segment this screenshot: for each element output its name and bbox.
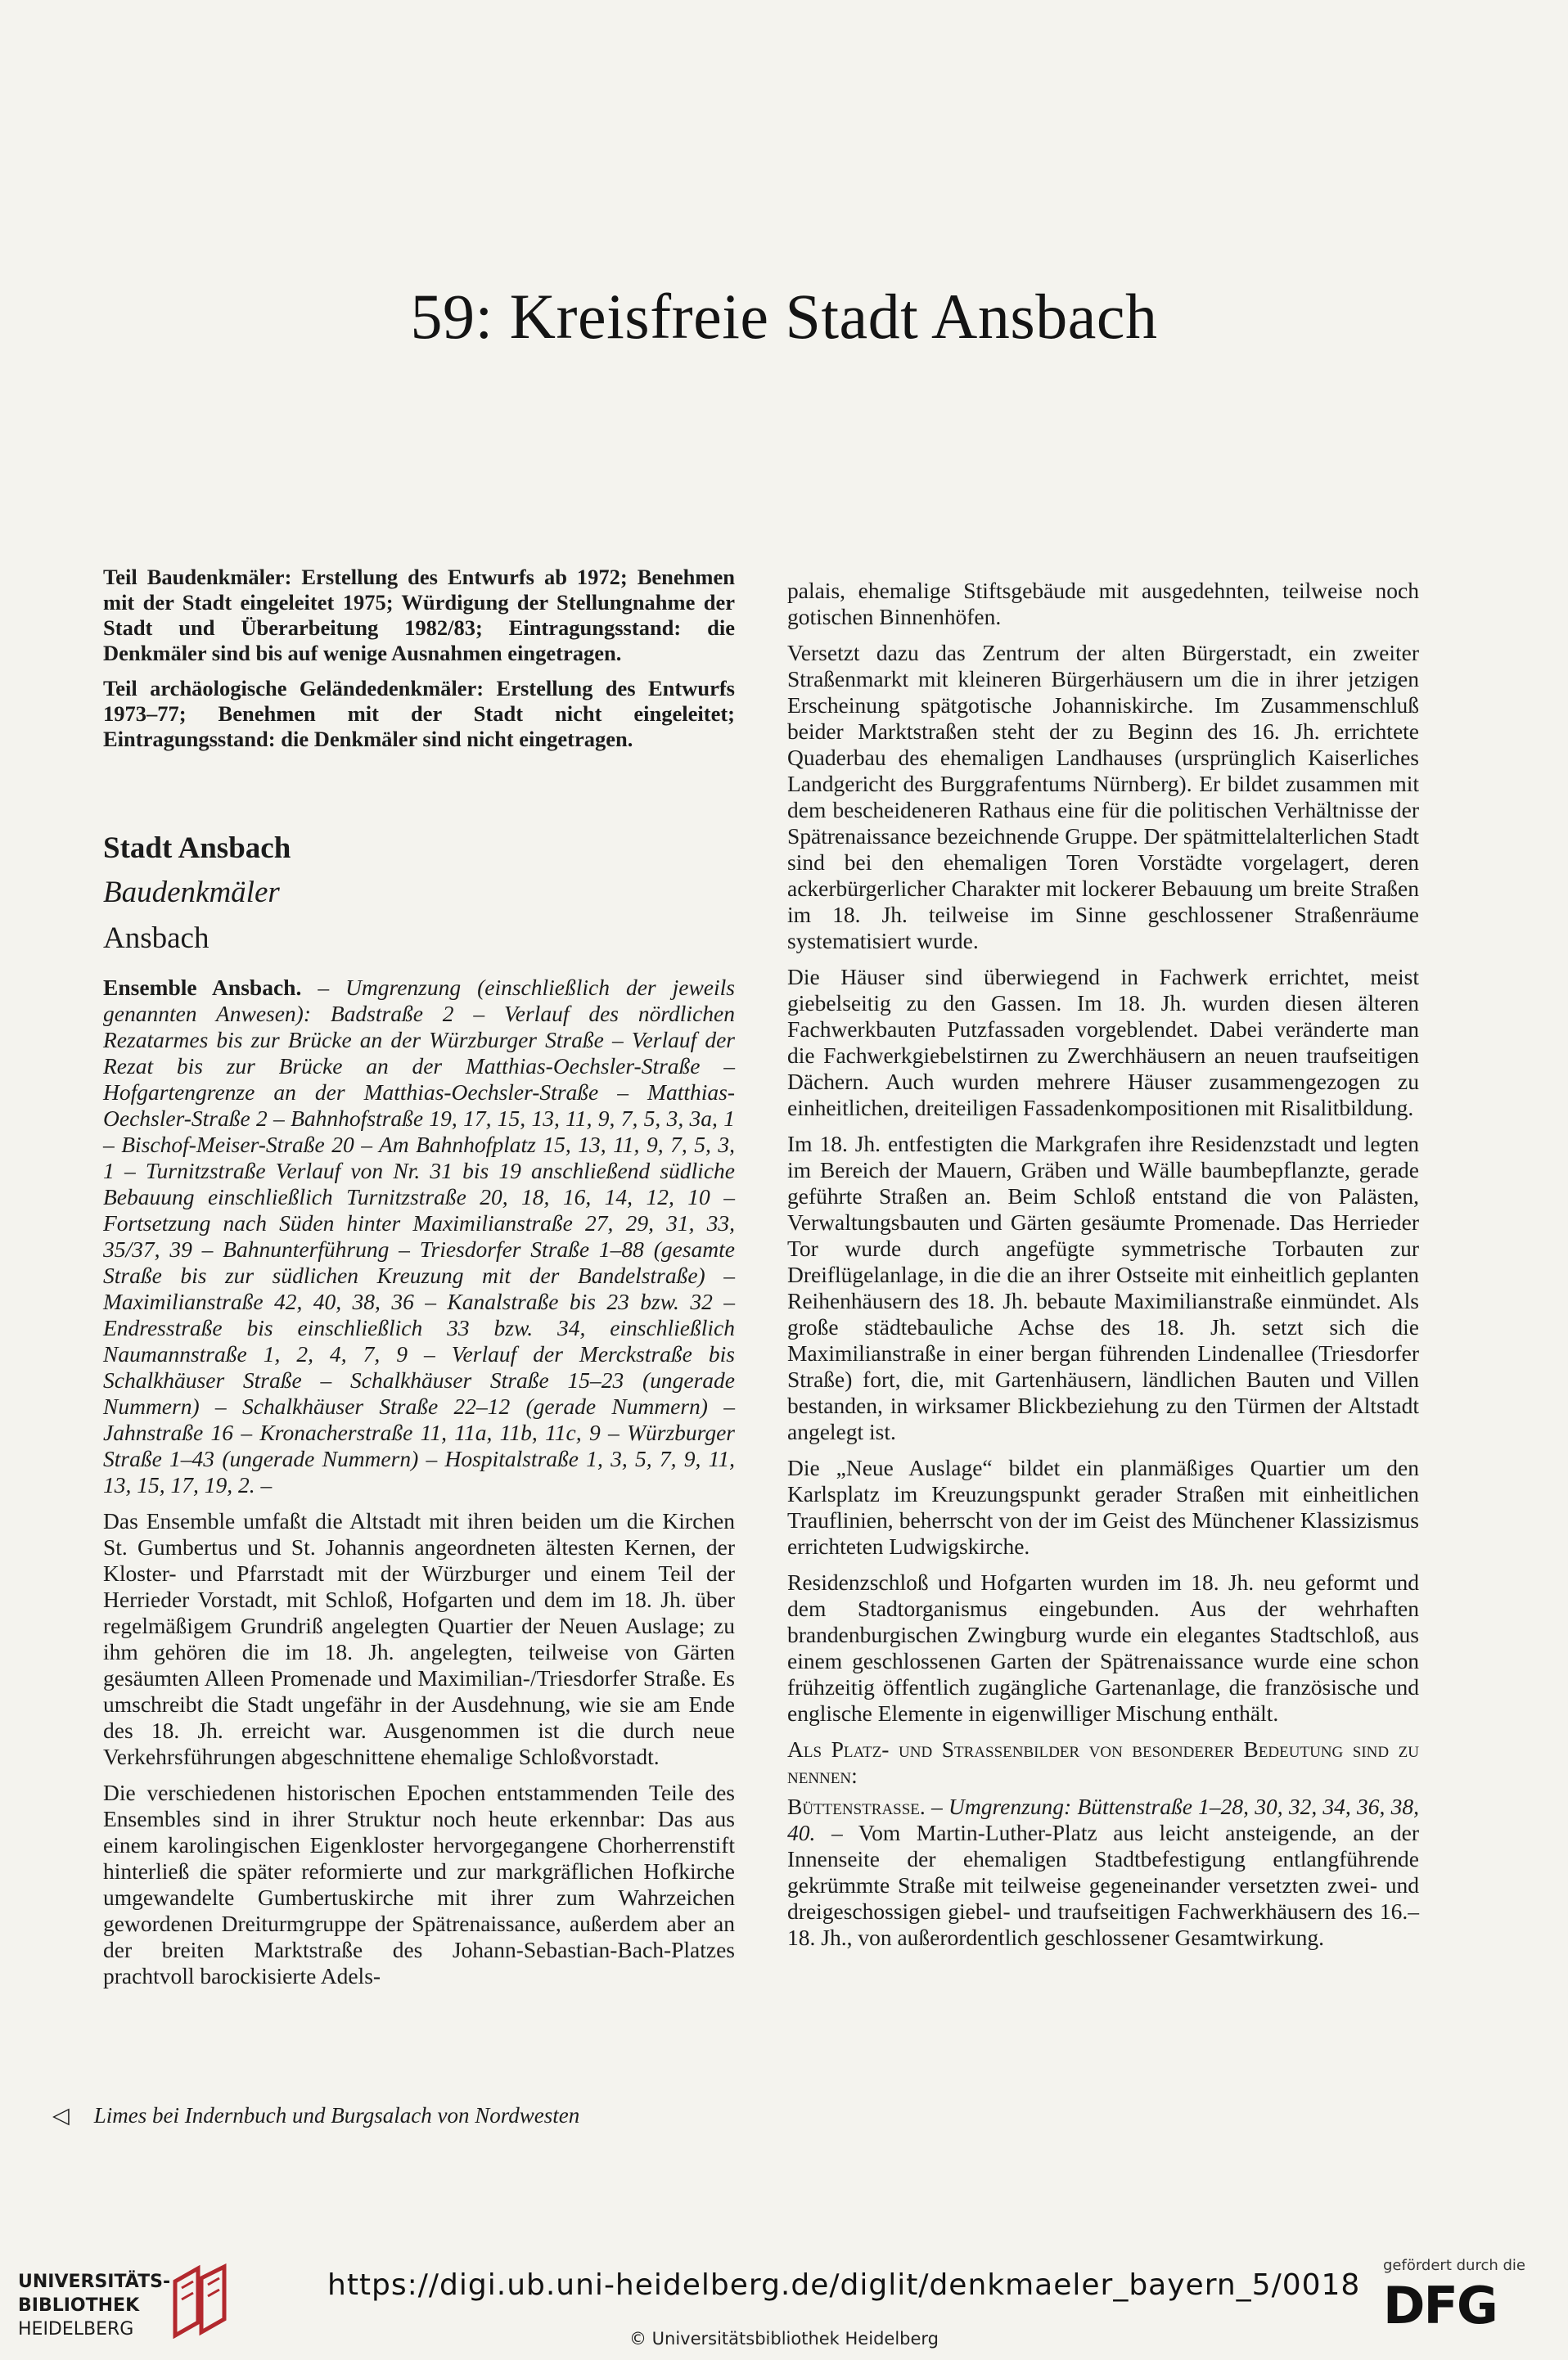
buetten-dash: – — [925, 1794, 948, 1819]
heading-stadt-ansbach: Stadt Ansbach — [103, 831, 291, 865]
library-name-line-2: BIBLIOTHEK — [18, 2295, 140, 2316]
caption-text: Limes bei Indernbuch und Burgsalach von Nordwesten — [93, 2103, 580, 2128]
page-title: 59: Kreisfreie Stadt Ansbach — [410, 281, 1158, 352]
funded-by-text: gefördert durch die — [1383, 2257, 1525, 2274]
right-paragraph-2: Versetzt dazu das Zentrum der alten Bürgerstadt, ein zweiter Straßenmarkt mit kleineren Bürgerhäusern um die in ihrer jetzigen Erscheinung spätgotische Johanniskirche. Im Zusammenschluß beider Marktstraßen steht der zu Beginn des 16. Jh. errichtete Quaderbau des ehemaligen Landhauses (ursprünglich Kaiserliches Landgericht des Burggrafentums Nürnberg). Er bildet zusammen mit dem bescheideneren Rathaus eine für die politischen Verhältnisse der Spätrenaissance bezeichnende Gruppe. Der spätmittelalterlichen Stadt sind bei den ehemaligen Toren Vorstädte vorgelagert, deren ackerbürgerlicher Charakter mit lockerer Bebauung um breite Straßen im 18. Jh. teilweise im Sinne geschlossener Straßenräume systematisiert wurde. — [787, 640, 1419, 953]
ensemble-label: Ensemble Ansbach. — [103, 975, 302, 1000]
image-caption — [52, 2103, 579, 2128]
footer-bar — [0, 2249, 1568, 2360]
dfg-wordmark: DFG — [1383, 2276, 1497, 2335]
left-triangle-icon: ◁ — [52, 2103, 70, 2128]
left-paragraph-1: Das Ensemble umfaßt die Altstadt mit ihren beiden um die Kirchen St. Gumbertus und St. Johannis angeordneten ältesten Kernen, der Kloster- und Pfarrstadt mit der Würzburger und einem Teil der Herrieder Vorstadt, mit Schloß, Hofgarten und dem im 18. Jh. über regelmäßigem Grundriß angelegten Quartier der Neuen Auslage; zu ihm gehören die im 18. Jh. angelegten, teilweise von Gärten gesäumten Alleen Promenade und Maximilian-/Triesdorfer Straße. Es umschreibt die Stadt ungefähr in der Ausdehnung, wie sie am Ende des 18. Jh. erreicht war. Ausgenommen ist die durch neue Verkehrsführungen abgeschnittene ehemalige Schloßvorstadt. — [103, 1508, 735, 1769]
buetten-label: Büttenstrasse. — [787, 1794, 926, 1819]
library-name-line-3: HEIDELBERG — [18, 2319, 134, 2340]
library-name-line-1: UNIVERSITÄTS- — [18, 2272, 171, 2292]
heading-baudenkmaeler: Baudenkmäler — [103, 876, 280, 909]
left-paragraph-2: Die verschiedenen historischen Epochen entstammenden Teile des Ensembles sind in ihrer Struktur noch heute erkennbar: Das aus einem karolingischen Eigenkloster hervorgegangene Chorherrenstift hinterließ die später reformierte und zur markgräflichen Hofkirche umgewandelte Gumbertuskirche mit ihrer zum Wahrzeichen gewordenen Dreiturmgruppe der Spätrenaissance, außerdem aber an der breiten Marktstraße des Johann-Sebastian-Bach-Platzes prachtvoll barockisierte Adels- — [103, 1780, 735, 1988]
ensemble-boundary: Umgrenzung (einschließlich der jeweils genannten Anwesen): Badstraße 2 – Verlauf des nördlichen Rezatarmes bis zur Brücke an der Würzburger Straße – Verlauf der Rezat bis zur Brücke an der Matthias-Oechsler-Straße – Hofgartengrenze an der Matthias-Oechsler-Straße – Matthias-Oechsler-Straße 2 – Bahnhofstraße 19, 17, 15, 13, 11, 9, 7, 5, 3, 3a, 1 – Bischof-Meiser-Straße 20 – Am Bahnhofplatz 15, 13, 11, 9, 7, 5, 3, 1 – Turnitzstraße Verlauf von Nr. 31 bis 19 anschließend südliche Bebauung einschließlich Turnitzstraße 20, 18, 16, 14, 12, 10 – Fortsetzung nach Süden hinter Maximilianstraße 27, 29, 31, 33, 35/37, 39 – Bahnunterführung – Triesdorfer Straße 1–88 (gesamte Straße bis zur südlichen Kreuzung mit der Bandelstraße) – Maximilianstraße 42, 40, 38, 36 – Kanalstraße bis 23 bzw. 32 – Endresstraße bis einschließlich 33 bzw. 34, einschließlich Naumannstraße 1, 2, 4, 7, 9 – Verlauf der Merckstraße bis Schalkhäuser Straße – Schalkhäuser Straße 15–23 (ungerade Nummern) – Schalkhäuser Straße 22–12 (gerade Nummern) – Jahnstraße 16 – Kronacherstraße 11, 11a, 11b, 11c, 9 – Würzburger Straße 1–43 (ungerade Nummern) – Hospitalstraße 1, 3, 5, 7, 9, 11, 13, 15, 17, 19, 2. – — [103, 975, 735, 1498]
right-column — [787, 578, 1419, 1961]
buetten-boundary: Umgrenzung: Büttenstraße 1–28, 30, 32, 34, 36, 38, 40. — [787, 1794, 1419, 1845]
platz-heading: Als Platz- und Strassenbilder von besonderer Bedeutung sind zu nennen: — [787, 1736, 1419, 1788]
right-paragraph-4: Im 18. Jh. entfestigten die Markgrafen ihre Residenzstadt und legten im Bereich der Mauern, Gräben und Wälle baumbepflanzte, gerade geführte Straßen an. Beim Schloß entstand die von Palästen, Verwaltungsbauten und Gärten gesäumte Promenade. Das Herrieder Tor wurde durch angefügte symmetrische Torbauten zur Dreiflügelanlage, in die die an ihrer Ostseite mit einheitlich geplanten Reihenhäusern des 18. Jh. bebaute Maximilianstraße einmündet. Als große städtebauliche Achse des 18. Jh. setzt sich die Maximilianstraße in einer bergan führenden Lindenallee (Triesdorfer Straße) fort, die, mit Gartenhäusern, ländlichen Bauten und Villen bestanden, in wirksamer Blickbeziehung zu den Türmen der Altstadt angelegt ist. — [787, 1131, 1419, 1444]
heading-ansbach: Ansbach — [103, 921, 210, 955]
permalink-url[interactable]: https://digi.ub.uni-heidelberg.de/diglit/denkmaeler_bayern_5/0018 — [327, 2268, 1361, 2302]
intro-paragraph-2: Teil archäologische Geländedenkmäler: Erstellung des Entwurfs 1973–77; Benehmen mit der Stadt nicht eingeleitet; Eintragungsstand: die Denkmäler sind nicht eingetragen. — [103, 676, 735, 751]
right-paragraph-1: palais, ehemalige Stiftsgebäude mit ausgedehnten, teilweise noch gotischen Binnenhöfen. — [787, 578, 1419, 629]
intro-paragraph-1: Teil Baudenkmäler: Erstellung des Entwurfs ab 1972; Benehmen mit der Stadt eingeleitet 1975; Würdigung der Stellungnahme der Stadt und Überarbeitung 1982/83; Eintragungsstand: die Denkmäler sind bis auf wenige Ausnahmen eingetragen. — [103, 565, 735, 665]
right-paragraph-5: Die „Neue Auslage“ bildet ein planmäßiges Quartier um den Karlsplatz im Kreuzungspunkt gerader Straßen mit einheitlichen Trauflinien, beherrscht von der im Geist des Münchener Klassizismus errichteten Ludwigskirche. — [787, 1455, 1419, 1559]
dfg-logo[interactable] — [1383, 2257, 1547, 2335]
buetten-paragraph — [787, 1794, 1419, 1951]
ensemble-dash: – — [301, 975, 346, 1000]
buetten-text: – Vom Martin-Luther-Platz aus leicht ansteigende, an der Innenseite der ehemaligen Stadtbefestigung entlangführende gekrümmte Straße mit teilweise gegeneinander versetzten zwei- und dreigeschossigen giebel- und traufseitigen Fachwerkhäusern des 16.–18. Jh., von außerordentlich geschlossener Gesamtwirkung. — [787, 1820, 1419, 1950]
library-emblem-icon — [170, 2263, 231, 2339]
right-paragraph-6: Residenzschloß und Hofgarten wurden im 18. Jh. neu geformt und dem Stadtorganismus eingebunden. Aus der wehrhaften brandenburgischen Zwingburg wurde ein elegantes Stadtschloß, aus einem geschlossenen Garten der Spätrenaissance wurde eine schon frühzeitig öffentlich zugängliche Gartenanlage, die französische und englische Elemente in eigenwilliger Mischung enthält. — [787, 1570, 1419, 1726]
copyright-notice: © Universitätsbibliothek Heidelberg — [629, 2329, 939, 2349]
right-paragraph-3: Die Häuser sind überwiegend in Fachwerk errichtet, meist giebelseitig zu den Gassen. Im 18. Jh. wurden diesen älteren Fachwerkbauten Putzfassaden vorgeblendet. Dabei veränderte man die Fachwerkgiebelstirnen zu Zwerchhäusern an neuen traufseitigen Dächern. Auch wurden mehrere Häuser zusammengezogen zu einheitlichen, dreiteiligen Fassadenkompositionen mit Risalitbildung. — [787, 964, 1419, 1120]
left-column — [103, 565, 735, 1999]
ensemble-paragraph — [103, 975, 735, 1498]
